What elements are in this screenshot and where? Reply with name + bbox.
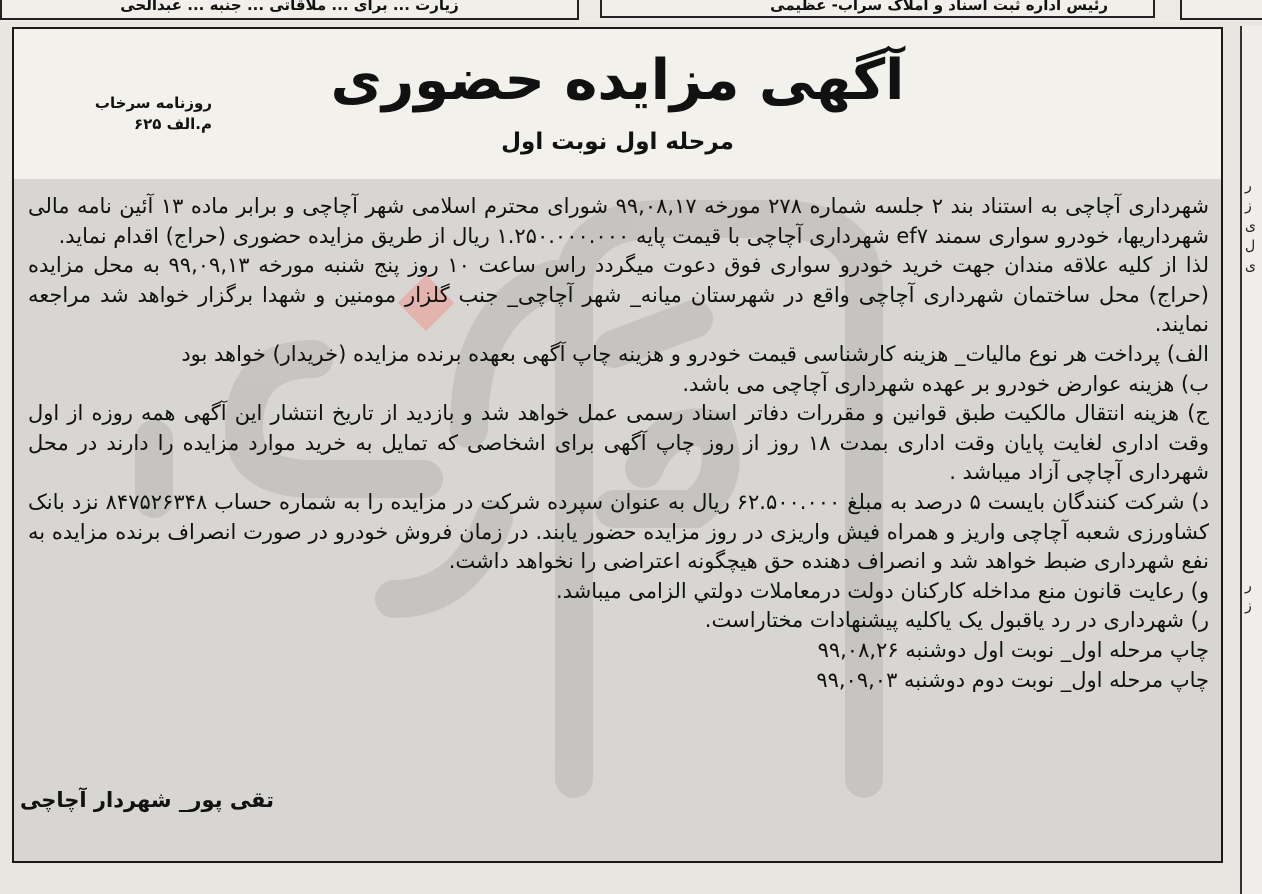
- notice-paragraph: ب) هزینه عوارض خودرو بر عهده شهرداری آچاچی می باشد.: [682, 371, 1209, 396]
- adjacent-column-glyph: ر: [1245, 578, 1252, 594]
- adjacent-column-glyph: ز: [1245, 198, 1252, 214]
- newspaper-credit: [82, 93, 212, 135]
- notice-title: آگهی مزایده حضوری: [330, 48, 905, 113]
- notice-body: [14, 179, 1221, 861]
- notice-paragraph: و) رعایت قانون منع مداخله کارکنان دولت درمعاملات دولتي الزامی میباشد.: [555, 578, 1209, 603]
- notice-paragraph: د) شرکت کنندگان بایست ۵ درصد به مبلغ ۶۲.۵۰۰.۰۰۰ ریال به عنوان سپرده شرکت در مزایده را به شماره حساب ۸۴۷۵۲۶۳۴۸ نزد بانک کشاورزی شعبه آچاچی واریز و همراه فیش واریزی در روز مزایده حضور یابند. در زمان فروش خودرو در صورت انصراف برنده مزایده به نفع شهرداری ضبط خواهد شد و انصراف دهنده حق هیچگونه اعتراضی را نخواهد داشت.: [28, 489, 1209, 574]
- adjacent-column-glyph: ی: [1245, 218, 1256, 234]
- notice-paragraph: ر) شهرداری در رد یاقبول یک یاکلیه پیشنهادات مختاراست.: [704, 608, 1209, 633]
- notice-text: [28, 192, 1209, 695]
- notice-paragraph: شهرداری آچاچی به استناد بند ۲ جلسه شماره ۲۷۸ مورخه ۹۹,۰۸,۱۷ شورای محترم اسلامی شهر آچاچی و برابر ماده ۱۳ آئین نامه مالی شهرداریها، خودرو سواری سمند ef۷ شهرداری آچاچی با قیمت پایه ۱.۲۵۰.۰۰۰.۰۰۰ ریال از طریق مزایده حضوری (حراج) اقدام نماید.: [28, 194, 1209, 248]
- adjacent-column: [1240, 26, 1262, 894]
- notice-paragraph: ج) هزینه انتقال مالکیت طبق قوانین و مقررات دفاتر اسناد رسمی عمل خواهد شد و بازدید از تاریخ انتشار این آگهی همه روزه از اول وقت اداری لغایت پایان وقت اداری بمدت ۱۸ روز از روز چاپ آگهی برای اشخاصی که تمایل به خرید موارد مزایده را دارند در محل شهرداری آچاچی آزاد میباشد .: [28, 401, 1210, 485]
- notice-paragraph: الف) پرداخت هر نوع مالیات_ هزینه کارشناسی قیمت خودرو و هزینه چاپ آگهی بعهده برنده مزایده (خریدار) خواهد بود: [181, 341, 1209, 366]
- newspaper-name: روزنامه سرخاب: [94, 94, 212, 112]
- top-headline-right: [1180, 0, 1262, 20]
- notice-signature: تقی پور_ شهردار آچاچی: [20, 788, 275, 812]
- top-headline-left: زیارت ... برای ... ملاقاتی ... جنبه ... عبدالحی: [0, 0, 579, 20]
- adjacent-column-glyph: ل: [1245, 238, 1256, 254]
- notice-code: م.الف ۶۲۵: [133, 115, 212, 133]
- adjacent-column-glyph: ز: [1245, 598, 1252, 614]
- notice-paragraph: لذا از کلیه علاقه مندان جهت خرید خودرو سواری فوق دعوت میگردد راس ساعت ۱۰ روز پنج شنبه مورخه ۹۹,۰۹,۱۳ به محل مزایده (حراج) محل ساختمان شهرداری آچاچی واقع در شهرستان میانه_ شهر آچاچی_ جنب گلزار مومنین و شهدا برگزار خواهد شد مراجعه نمایند.: [28, 253, 1209, 337]
- top-strip: [0, 0, 1262, 22]
- notice-paragraph: چاپ مرحله اول_ نوبت اول دوشنبه ۹۹,۰۸,۲۶: [817, 637, 1209, 662]
- adjacent-column-glyph: ی: [1245, 258, 1256, 274]
- notice-subtitle: مرحله اول نوبت اول: [501, 129, 734, 155]
- notice-header: [14, 29, 1221, 179]
- top-headline-mid: رئیس اداره ثبت اسناد و املاک سراب- عظیمی: [600, 0, 1155, 18]
- notice-paragraph: چاپ مرحله اول_ نوبت دوم دوشنبه ۹۹,۰۹,۰۳: [816, 667, 1209, 692]
- adjacent-column-glyph: ر: [1245, 178, 1252, 194]
- auction-notice: [12, 27, 1223, 863]
